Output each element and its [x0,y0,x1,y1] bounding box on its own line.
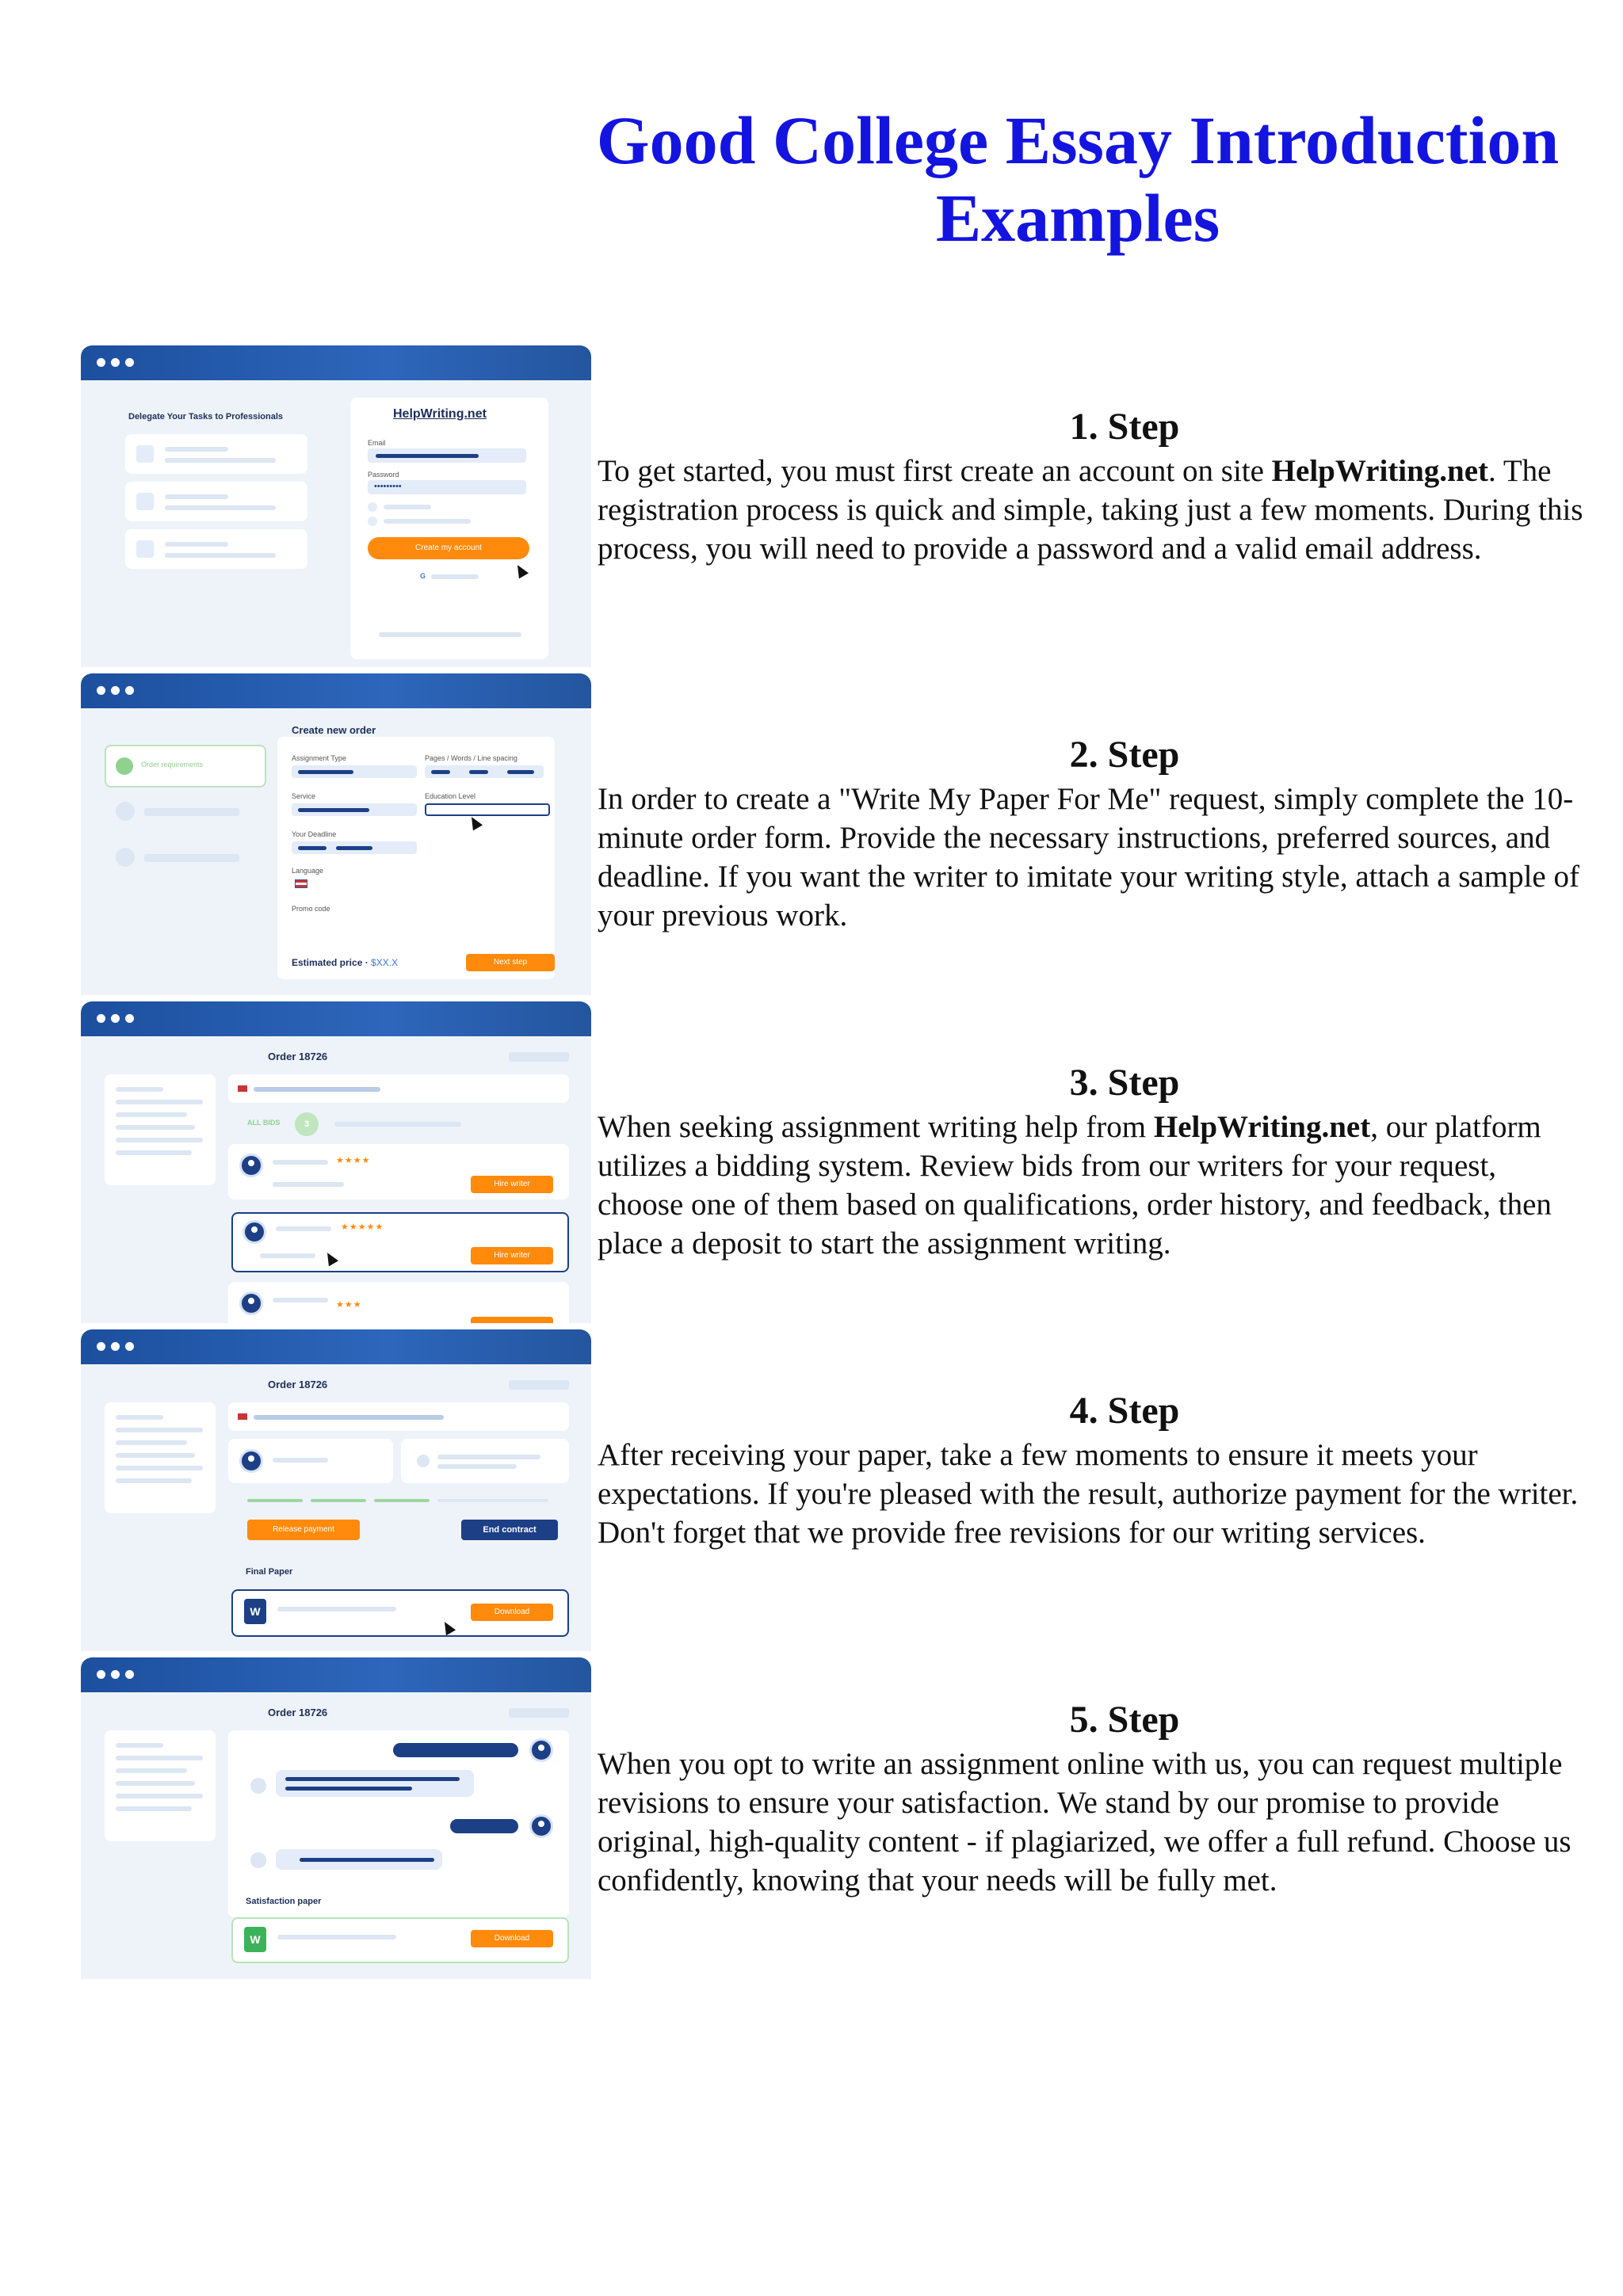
writer-card [228,1439,393,1483]
release-payment-button[interactable]: Release payment [247,1520,360,1540]
support-card [401,1439,569,1483]
chat-message-out [450,1819,518,1833]
bids-count-badge: 3 [295,1112,319,1136]
password-label: Password [368,471,399,479]
word-document-icon: W [244,1927,266,1952]
window-dot [111,686,120,695]
hire-writer-button[interactable]: Hire writer [471,1176,553,1193]
site-name: HelpWriting.net [1271,454,1489,488]
chat-attachment[interactable] [276,1849,442,1870]
promo-label: Promo code [292,905,330,913]
education-label: Education Level [425,792,476,800]
step-heading: 5. Step [1069,1699,1180,1741]
feature-card [125,529,307,569]
estimated-price-label: Estimated price · $XX.X [292,957,399,968]
pages-stepper[interactable] [425,765,544,778]
final-paper-row [231,1589,569,1637]
window-title-bar [81,673,591,708]
screenshot-payment [81,1329,591,1651]
education-select[interactable] [425,803,550,816]
window-dot [111,1670,120,1679]
window-title-bar [81,345,591,380]
screen-heading: Delegate Your Tasks to Professionals [128,412,284,421]
remember-checkbox[interactable] [368,502,377,512]
end-contract-button[interactable]: End contract [461,1520,558,1540]
window-dot [97,686,105,695]
step-body: In order to create a "Write My Paper For Me" request, simply complete the 10-minute order form. Provide the necessary instructions, preferred sources, and deadline. If you want the writer to imitate your writing style, attach a sample of your previous work. [598,782,1579,933]
window-dot [125,1014,134,1023]
window-dot [97,1014,105,1023]
satisfaction-label: Satisfaction paper [246,1897,322,1906]
writer-avatar[interactable] [239,1291,263,1315]
order-title: Order 18726 [268,1707,328,1718]
screenshot-bids [81,1001,591,1323]
sidebar-item-requirements[interactable]: Order requirements [105,745,266,788]
order-form [277,737,555,979]
download-button[interactable]: Download [471,1930,553,1947]
password-field[interactable]: ••••••••• [368,480,526,494]
assignment-type-select[interactable] [292,765,417,778]
order-title: Order 18726 [268,1051,328,1062]
feature-card [125,434,307,474]
screen-heading: Create new order [292,724,376,736]
user-avatar [529,1738,553,1762]
chat-message-in [276,1770,474,1797]
order-summary [228,1402,569,1431]
hire-writer-button[interactable] [471,1317,553,1323]
estimated-price-value: $XX.X [371,957,399,968]
chat-message-out [393,1743,518,1757]
final-paper-label: Final Paper [246,1567,293,1577]
window-dot [111,1342,120,1351]
user-avatar [529,1814,553,1838]
step-body: When seeking assignment writing help from HelpWriting.net, our platform utilizes a bidding system. Review bids from our writers for your request, choose one of them based on qualifications, order history, and feedback, then place a deposit to start the assignment writing. [598,1110,1552,1261]
window-dot [97,358,105,367]
step-heading: 1. Step [1069,406,1180,448]
window-dot [125,1670,134,1679]
step-5 [598,1697,1588,1900]
create-account-button[interactable]: Create my account [368,537,529,559]
screenshot-order-form [81,673,591,995]
window-dot [111,1014,120,1023]
page-title-line1: Good College Essay Introduction [596,102,1560,178]
window-dot [125,358,134,367]
window-title-bar [81,1001,591,1036]
signup-form [350,398,548,659]
step-body: After receiving your paper, take a few moments to ensure it meets your expectations. If you're pleased with the result, authorize payment for the writer. Don't forget that we provide free revisions for our writing services. [598,1438,1579,1550]
terms-checkbox[interactable] [368,517,377,526]
rating-stars: ★★★ [336,1300,362,1310]
window-title-bar [81,1657,591,1692]
step-3 [598,1060,1588,1263]
order-sidebar [105,1730,216,1841]
deadline-label: Your Deadline [292,830,337,838]
pages-label: Pages / Words / Line spacing [425,754,517,762]
window-dot [111,358,120,367]
satisfaction-paper-row [231,1917,569,1963]
step-heading: 2. Step [1069,734,1180,776]
service-label: Service [292,792,316,800]
window-dot [97,1670,105,1679]
rating-stars: ★★★★★ [341,1222,384,1232]
word-document-icon: W [244,1599,266,1624]
bid-card [228,1144,569,1199]
assignment-type-label: Assignment Type [292,754,346,762]
order-title: Order 18726 [268,1379,328,1390]
google-icon[interactable]: G [420,572,426,580]
screenshot-registration [81,345,591,667]
chat-panel [228,1730,569,1917]
window-dot [125,686,134,695]
page-title-line2: Examples [935,180,1220,256]
window-dot [125,1342,134,1351]
step-2 [598,732,1588,935]
next-step-button[interactable]: Next step [466,954,555,971]
step-heading: 4. Step [1069,1390,1180,1432]
email-field[interactable] [368,448,526,463]
step-body: To get started, you must first create an account on site HelpWriting.net. The registration process is quick and simple, taking just a few moments. During this process, you will need to provide a password and a valid email address. [598,454,1583,566]
step-heading: 3. Step [1069,1062,1180,1104]
step-1 [598,404,1588,568]
rating-stars: ★★★★ [336,1156,371,1165]
writer-avatar[interactable] [239,1449,263,1473]
hire-writer-button[interactable]: Hire writer [471,1247,553,1264]
email-label: Email [368,439,386,447]
order-sidebar [105,1074,216,1185]
page-title [586,101,1569,257]
service-select[interactable] [292,803,417,816]
deadline-picker[interactable] [292,841,417,854]
download-button[interactable]: Download [471,1604,553,1621]
brand-logo: HelpWriting.net [393,407,487,421]
bid-card [228,1282,569,1323]
step-4 [598,1388,1588,1552]
flag-icon[interactable] [295,879,307,888]
screenshot-revisions [81,1657,591,1979]
order-sidebar [105,1402,216,1513]
bids-label: ALL BIDS [247,1119,281,1127]
language-label: Language [292,867,324,875]
writer-avatar[interactable] [239,1154,263,1177]
feature-card [125,482,307,521]
site-name: HelpWriting.net [1153,1110,1371,1144]
window-title-bar [81,1329,591,1364]
order-summary [228,1074,569,1103]
bid-card-selected[interactable] [231,1212,569,1272]
step-body: When you opt to write an assignment online with us, you can request multiple revisions to ensure your satisfaction. We stand by our promise to provide original, high-quality content - if plagiarized, we offer a full refund. Choose us confidently, knowing that your needs will be fully met. [598,1747,1571,1897]
window-dot [97,1342,105,1351]
writer-avatar[interactable] [242,1220,266,1244]
